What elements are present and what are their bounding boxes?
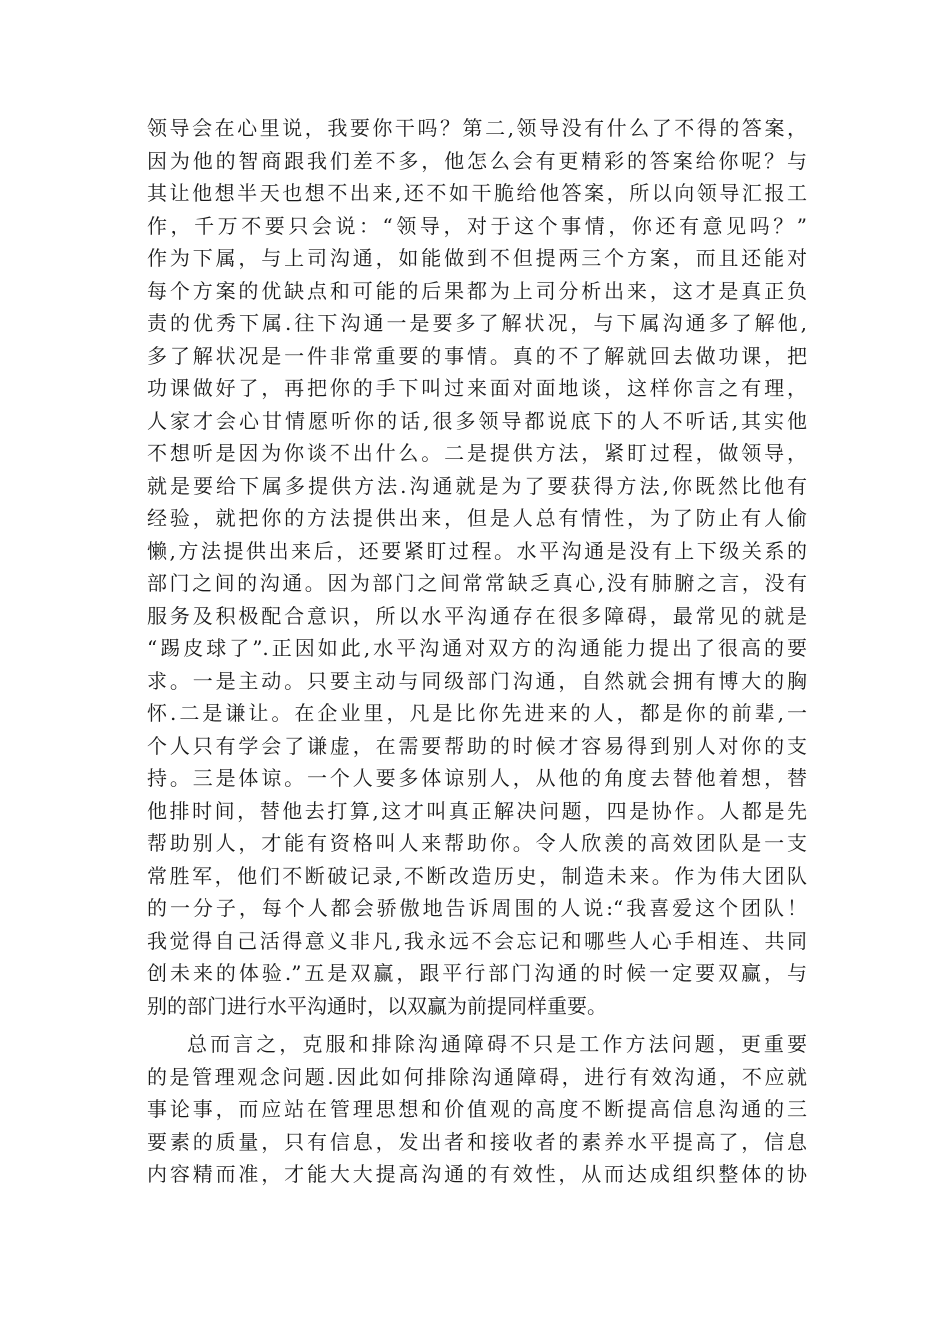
text-line: 服务及积极配合意识，所以水平沟通存在很多障碍，最常见的就是 <box>147 603 807 628</box>
text-line: 帮助别人，才能有资格叫人来帮助你。令人欣羡的高效团队是一支 <box>147 831 807 855</box>
text-line: 作，千万不要只会说：“领导，对于这个事情，你还有意见吗？” <box>147 213 807 238</box>
text-line: 事论事，而应站在管理思想和价值观的高度不断提高信息沟通的三 <box>147 1097 807 1121</box>
paragraph-1 <box>147 112 807 1022</box>
text-line: 作为下属，与上司沟通，如能做到不但提两三个方案，而且还能对 <box>147 246 807 270</box>
text-line: 常胜军，他们不断破记录,不断改造历史，制造未来。作为伟大团队 <box>147 863 807 888</box>
text-line: 部门之间的沟通。因为部门之间常常缺乏真心,没有肺腑之言，没有 <box>147 571 807 595</box>
text-line: “踢皮球了”.正因如此,水平沟通对双方的沟通能力提出了很高的要 <box>147 636 807 660</box>
text-line: 的一分子，每个人都会骄傲地告诉周围的人说:“我喜爱这个团队！ <box>147 896 807 920</box>
text-line: 持。三是体谅。一个人要多体谅别人，从他的角度去替他着想，替 <box>147 766 807 790</box>
text-line: 因为他的智商跟我们差不多，他怎么会有更精彩的答案给你呢？与 <box>147 148 807 173</box>
paragraph-2 <box>147 1028 807 1191</box>
text-line: 个人只有学会了谦虚，在需要帮助的时候才容易得到别人对你的支 <box>147 733 807 758</box>
text-line: 不想听是因为你谈不出什么。二是提供方法，紧盯过程，做领导， <box>147 441 807 465</box>
text-line: 别的部门进行水平沟通时，以双赢为前提同样重要。 <box>147 993 607 1018</box>
text-line: 内容精而准，才能大大提高沟通的有效性，从而达成组织整体的协 <box>147 1162 807 1186</box>
document-body <box>147 112 807 1191</box>
text-line: 功课做好了，再把你的手下叫过来面对面地谈，这样你言之有理， <box>147 376 807 400</box>
text-line: 我觉得自己活得意义非凡,我永远不会忘记和哪些人心手相连、共同 <box>147 928 807 953</box>
text-line: 的是管理观念问题.因此如何排除沟通障碍，进行有效沟通，不应就 <box>147 1064 807 1089</box>
text-line: 就是要给下属多提供方法.沟通就是为了要获得方法,你既然比他有 <box>147 473 807 498</box>
text-line: 领导会在心里说，我要你干吗？第二,领导没有什么了不得的答案， <box>147 116 807 140</box>
text-line: 人家才会心甘情愿听你的话,很多领导都说底下的人不听话,其实他 <box>147 408 807 433</box>
text-line: 要素的质量，只有信息，发出者和接收者的素养水平提高了，信息 <box>147 1129 807 1154</box>
text-line: 求。一是主动。只要主动与同级部门沟通，自然就会拥有博大的胸 <box>147 668 807 693</box>
text-line: 创未来的体验.”五是双赢，跟平行部门沟通的时候一定要双赢，与 <box>147 961 807 985</box>
text-line: 每个方案的优缺点和可能的后果都为上司分析出来，这才是真正负 <box>147 278 807 303</box>
text-line: 懒,方法提供出来后，还要紧盯过程。水平沟通是没有上下级关系的 <box>147 538 807 563</box>
text-line: 怀.二是谦让。在企业里，凡是比你先进来的人，都是你的前辈,一 <box>147 701 807 725</box>
text-line: 责的优秀下属.往下沟通一是要多了解状况，与下属沟通多了解他, <box>147 311 807 335</box>
text-line: 其让他想半天也想不出来,还不如干脆给他答案，所以向领导汇报工 <box>147 181 807 205</box>
text-line: 经验，就把你的方法提供出来，但是人总有情性，为了防止有人偷 <box>147 506 807 530</box>
text-line: 总而言之，克服和排除沟通障碍不只是工作方法问题，更重要 <box>187 1032 807 1056</box>
text-line: 他排时间，替他去打算,这才叫真正解决问题，四是协作。人都是先 <box>147 798 807 823</box>
text-line: 多了解状况是一件非常重要的事情。真的不了解就回去做功课，把 <box>147 343 807 368</box>
